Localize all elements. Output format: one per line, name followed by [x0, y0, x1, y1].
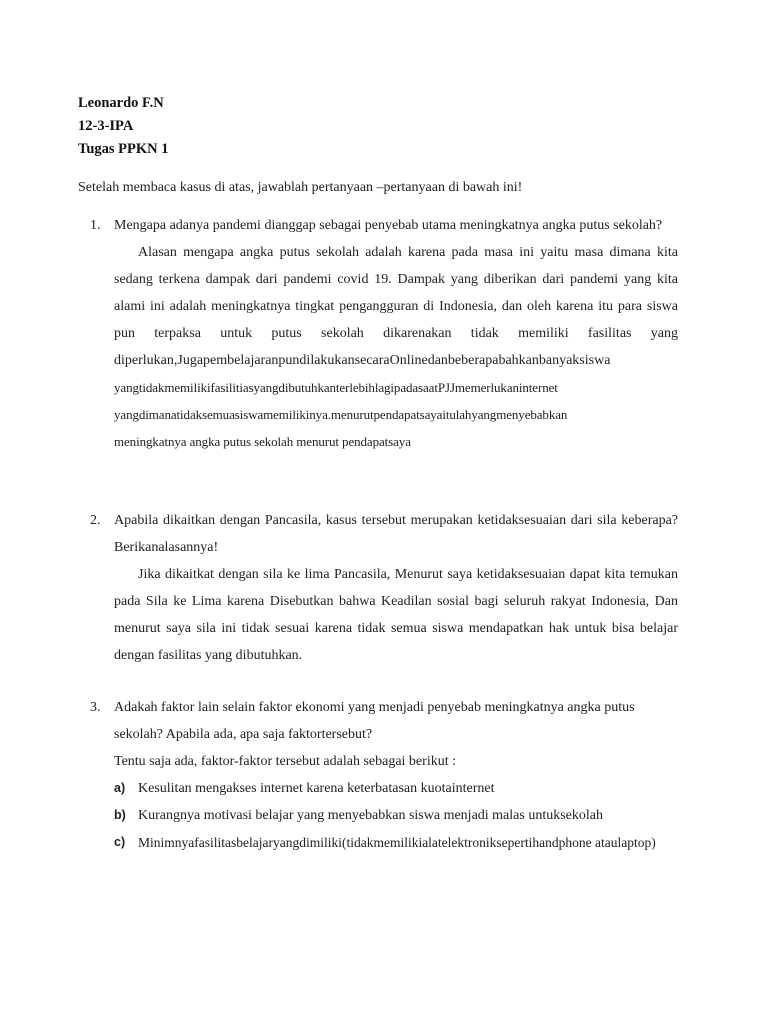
list-item — [114, 775, 678, 802]
question-number: 2. — [90, 513, 101, 528]
list-marker: a) — [114, 781, 126, 795]
question-3 — [78, 694, 678, 856]
list-item-text: Minimnyafasilitasbelajaryangdimiliki(tidakmemilikialatelektroniksepertihandphone ataulaptop) — [138, 835, 656, 850]
instructions: Setelah membaca kasus di atas, jawablah pertanyaan –pertanyaan di bawah ini! — [78, 180, 523, 195]
list-marker: b) — [114, 808, 126, 822]
answer-line: yangdimanatidaksemuasiswamemilikinya.menurutpendapatsayaitulahyangmenyebabkan — [114, 407, 568, 422]
answer-line: yangtidakmemilikifasilitiasyangdibutuhkanterlebihlagipadasaatPJJmemerlukaninternet — [114, 380, 558, 395]
answer-intro: Tentu saja ada, faktor-faktor tersebut adalah sebagai berikut : — [114, 754, 456, 769]
list-item — [114, 829, 678, 856]
list-marker: c) — [114, 835, 126, 849]
student-name: Leonardo F.N — [78, 95, 164, 111]
question-text: Mengapa adanya pandemi dianggap sebagai penyebab utama meningkatnya angka putus sekolah? — [114, 218, 663, 233]
answer-line: meningkatnya angka putus sekolah menurut pendapatsaya — [114, 434, 411, 449]
list-item-text: Kesulitan mengakses internet karena keterbatasan kuotainternet — [138, 781, 495, 796]
question-1 — [78, 212, 678, 455]
assignment-title: Tugas PPKN 1 — [78, 141, 169, 157]
answer-text: Alasan mengapa angka putus sekolah adalah karena pada masa ini yaitu masa dimana kita sedang terkena dampak dari pandemi covid 19. Dampak yang diberikan dari pandemi yang kita alami ini adalah meningkatnya tingkat pengangguran di Indonesia, dan oleh karena itu para siswa pun terpaksa untuk putus sekolah dikarenakan tidak memiliki fasilitas yang diperlukan,JugapembelajaranpundilakukansecaraOnlinedanbeberapabahkanbanyaksiswa — [114, 245, 678, 368]
document-header — [78, 92, 169, 161]
question-number: 1. — [90, 218, 101, 233]
question-2 — [78, 507, 678, 669]
factor-list — [114, 775, 678, 856]
list-item — [114, 802, 678, 829]
student-class: 12-3-IPA — [78, 118, 134, 134]
question-number: 3. — [90, 700, 101, 715]
question-text: Apabila dikaitkan dengan Pancasila, kasus tersebut merupakan ketidaksesuaian dari sila keberapa? Berikanalasannya! — [114, 513, 678, 555]
list-item-text: Kurangnya motivasi belajar yang menyebabkan siswa menjadi malas untuksekolah — [138, 808, 603, 823]
answer-text: Jika dikaitkat dengan sila ke lima Pancasila, Menurut saya ketidaksesuaian dapat kita temukan pada Sila ke Lima karena Disebutkan bahwa Keadilan sosial bagi seluruh rakyat Indonesia, Dan menurut saya sila ini tidak sesuai karena tidak semua siswa mendapatkan hak untuk bisa belajar dengan fasilitas yang dibutuhkan. — [114, 567, 678, 663]
question-text: Adakah faktor lain selain faktor ekonomi yang menjadi penyebab meningkatnya angka putus sekolah? Apabila ada, apa saja faktortersebut? — [114, 700, 635, 742]
